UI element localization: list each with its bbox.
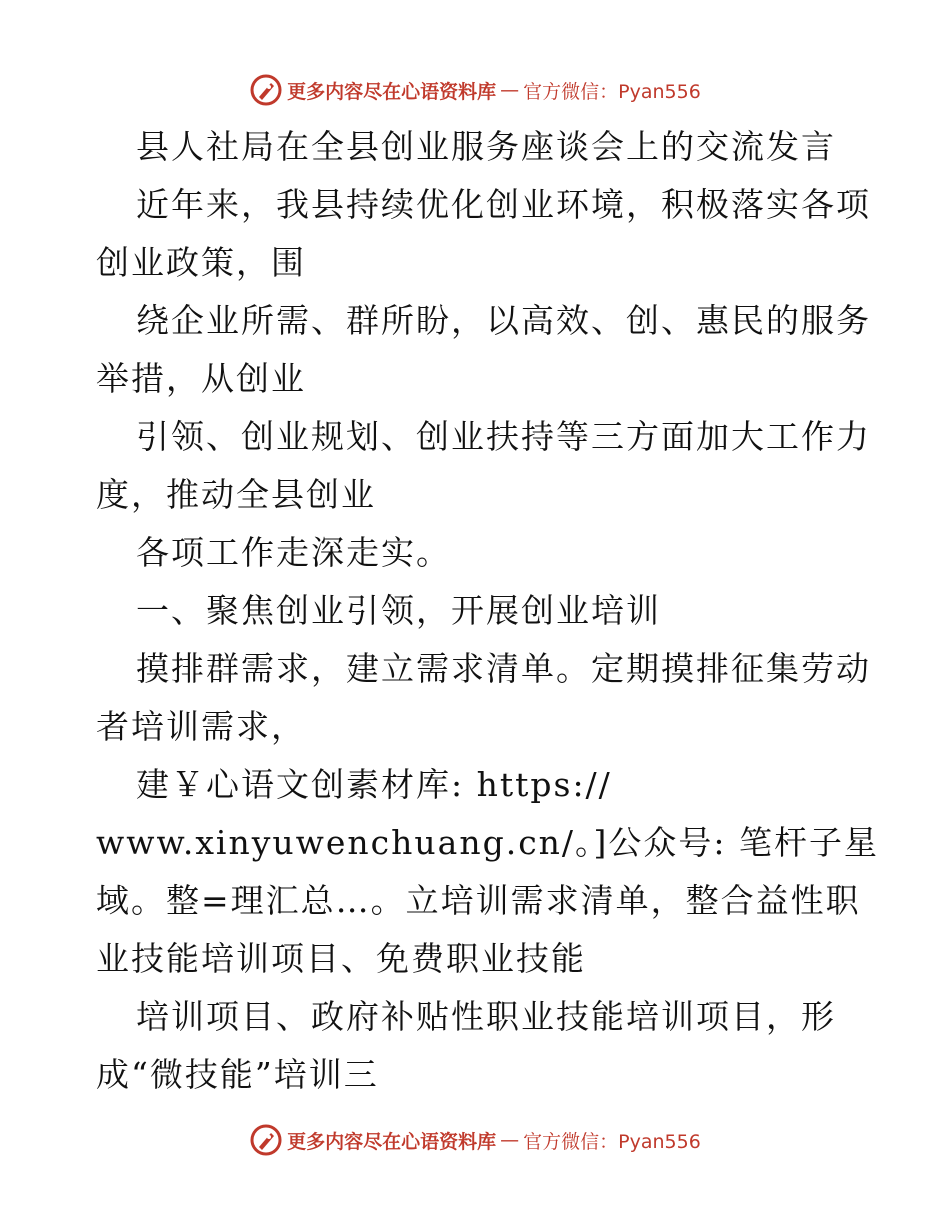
section-heading: 一、聚焦创业引领，开展创业培训 xyxy=(136,591,661,630)
header-banner xyxy=(0,70,950,110)
paragraph-line: 业技能培训项目、免费职业技能 xyxy=(96,939,586,978)
paragraph-line: 培训项目、政府补贴性职业技能培训项目，形 xyxy=(136,997,836,1036)
banner-content xyxy=(249,1123,701,1157)
paragraph-line: 引领、创业规划、创业扶持等三方面加大工作力 xyxy=(136,417,871,456)
banner-slogan: 更多内容尽在心语资料库 xyxy=(287,1130,497,1153)
paragraph-line: www.xinyuwenchuang.cn/。]公众号: 笔杆子星 xyxy=(96,823,880,862)
paragraph-line: 举措，从创业 xyxy=(96,359,306,398)
document-body xyxy=(96,118,880,1104)
banner-dash: — xyxy=(500,1129,520,1151)
paragraph-line: 成“微技能”培训三 xyxy=(96,1055,379,1094)
paragraph-line: 建￥心语文创素材库: https:// xyxy=(136,765,612,804)
pen-nib-logo-icon xyxy=(249,1123,283,1157)
paragraph-line: 创业政策，围 xyxy=(96,243,306,282)
banner-wechat-id: 官方微信：Pyan556 xyxy=(523,1130,701,1153)
pen-nib-logo-icon xyxy=(249,73,283,107)
paragraph-line: 近年来，我县持续优化创业环境，积极落实各项 xyxy=(136,185,871,224)
paragraph-line: 者培训需求， xyxy=(96,707,306,746)
banner-content xyxy=(249,73,701,107)
banner-wechat-id: 官方微信：Pyan556 xyxy=(523,80,701,103)
paragraph-line: 摸排群需求，建立需求清单。定期摸排征集劳动 xyxy=(136,649,871,688)
paragraph-line: 度，推动全县创业 xyxy=(96,475,376,514)
paragraph-line: 各项工作走深走实。 xyxy=(136,533,451,572)
footer-banner xyxy=(0,1120,950,1160)
banner-dash: — xyxy=(500,79,520,101)
paragraph-line: 域。整=理汇总…。立培训需求清单，整合益性职 xyxy=(96,881,861,920)
document-title: 县人社局在全县创业服务座谈会上的交流发言 xyxy=(136,127,836,166)
paragraph-line: 绕企业所需、群所盼，以高效、创、惠民的服务 xyxy=(136,301,871,340)
banner-slogan: 更多内容尽在心语资料库 xyxy=(287,80,497,103)
